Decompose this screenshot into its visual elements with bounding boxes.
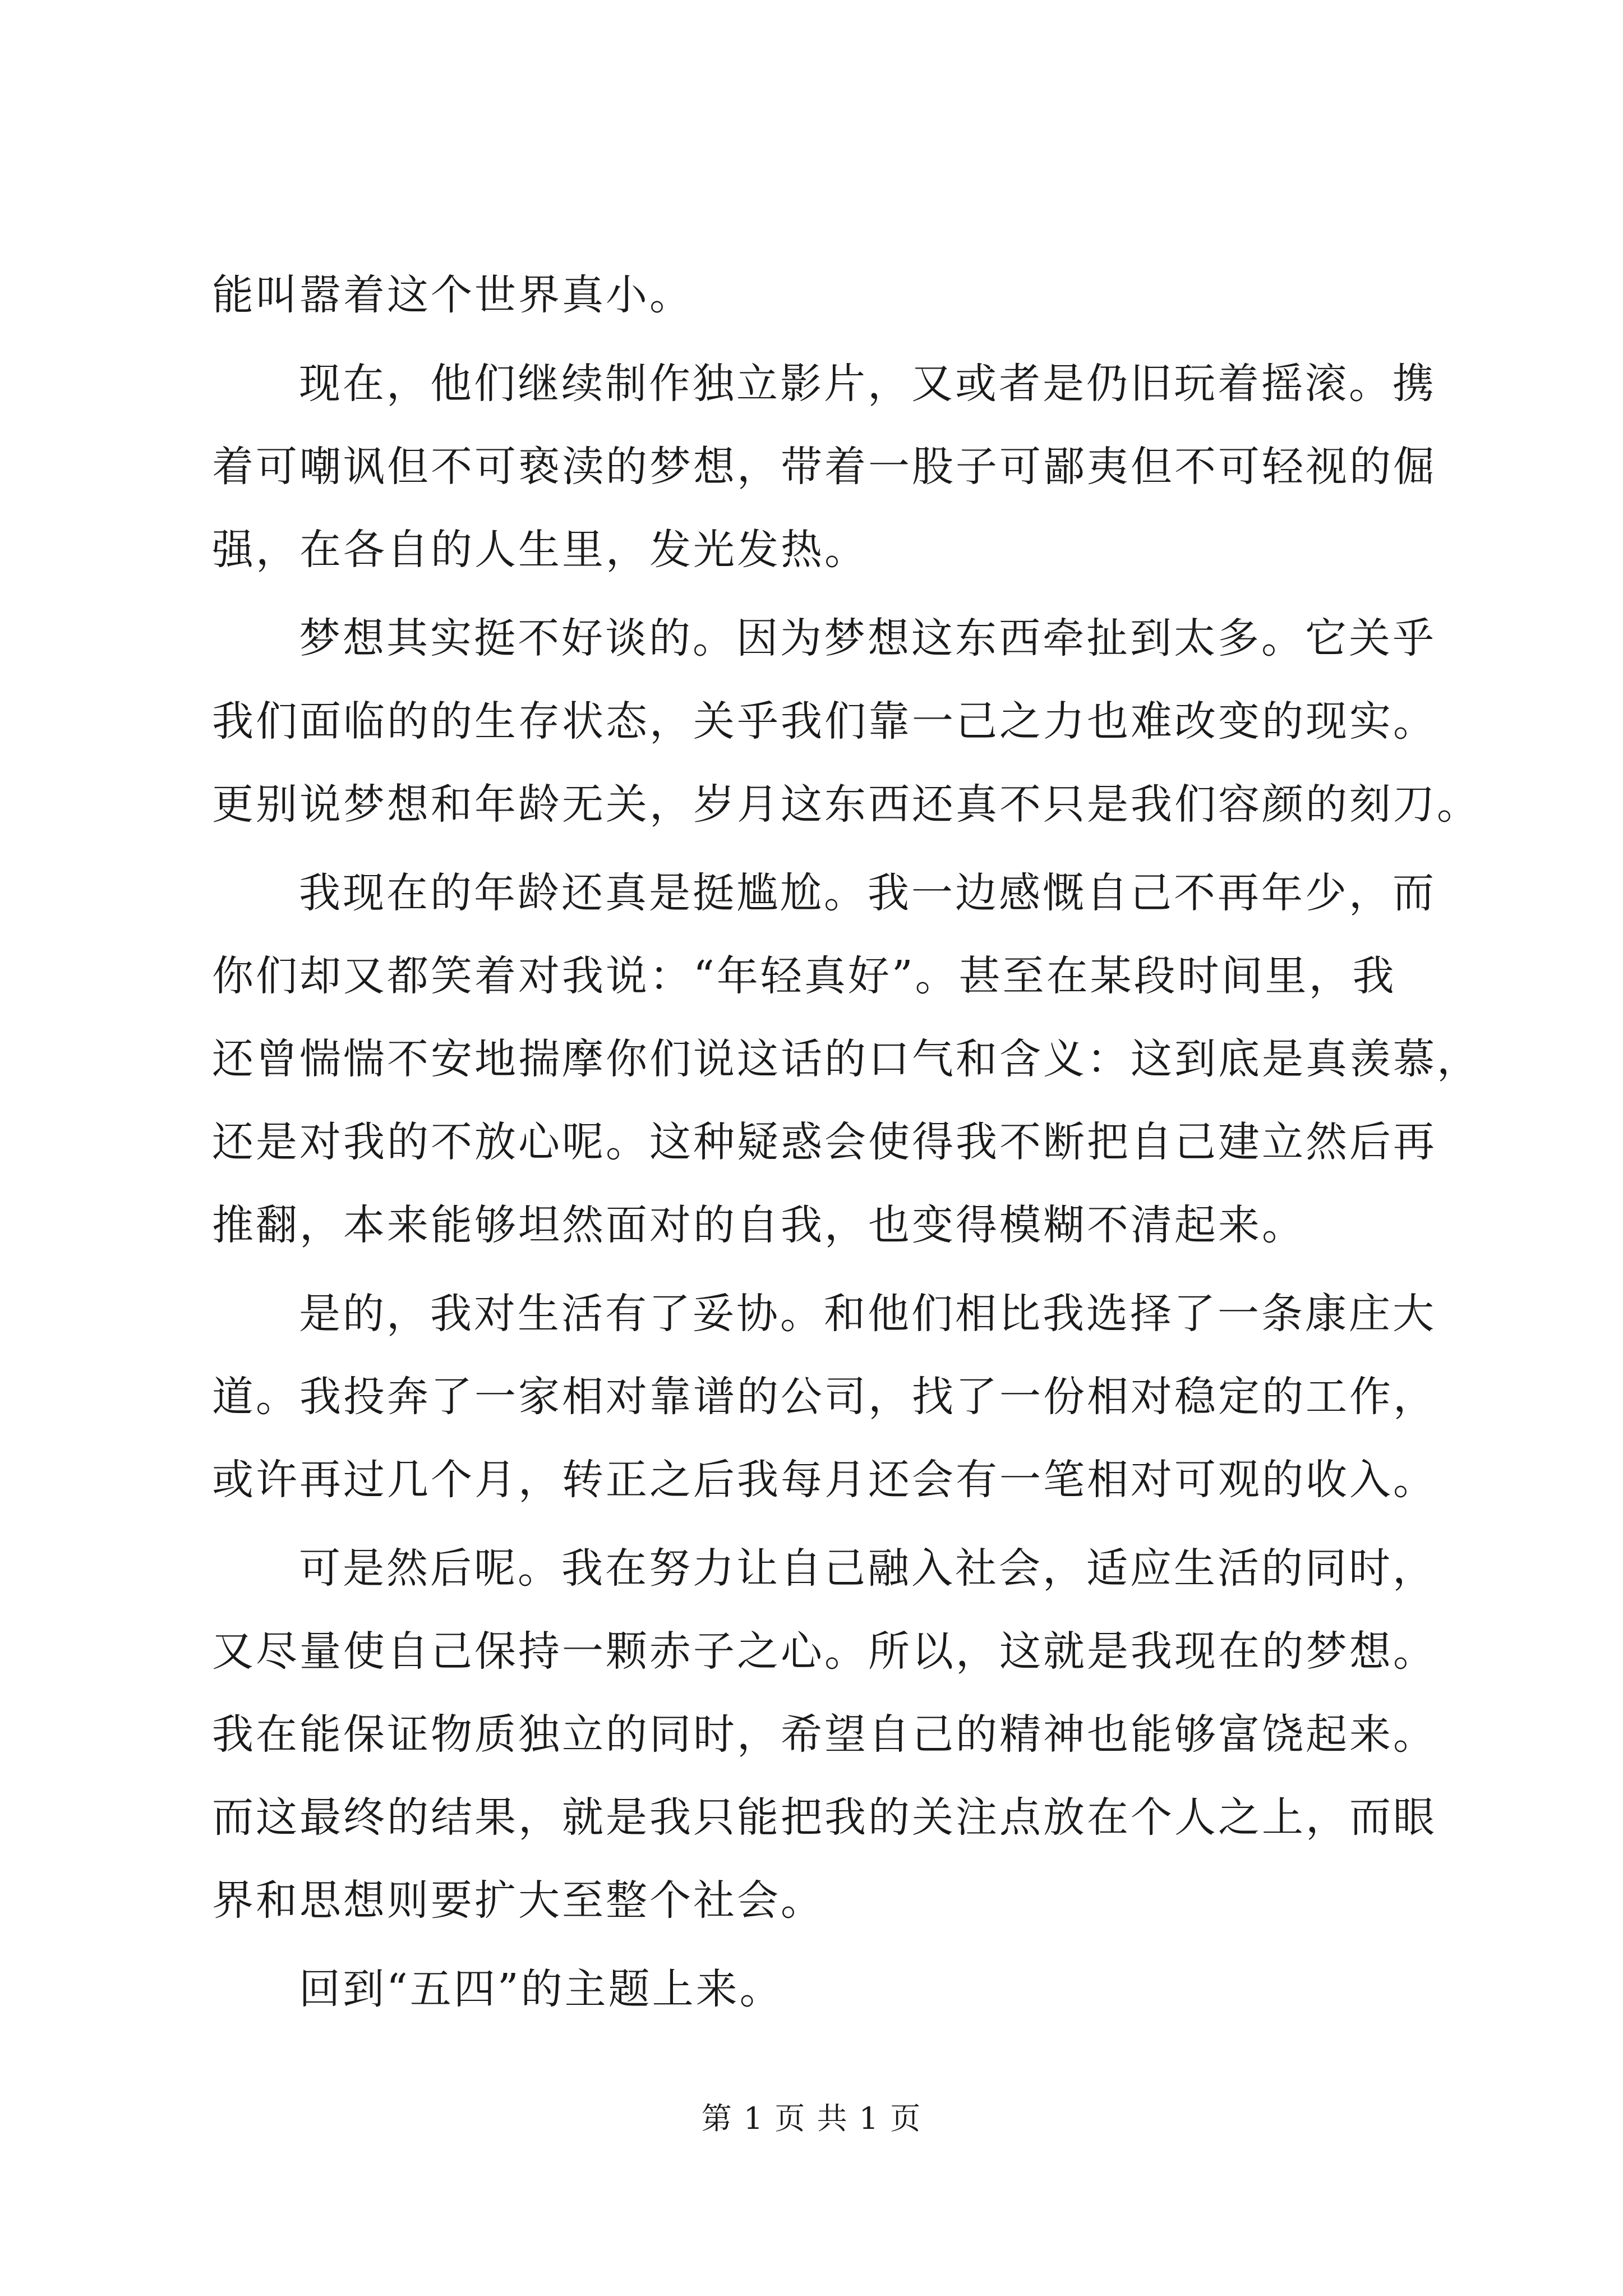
paragraph-first-line: 梦想其实挺不好谈的。因为梦想这东西牵扯到太多。它关乎 <box>299 614 1436 662</box>
text-line: 或许再过几个月，转正之后我每月还会有一笔相对可观的收入。 <box>212 1456 1437 1504</box>
paragraph-first-line: 现在，他们继续制作独立影片，又或者是仍旧玩着摇滚。携 <box>299 360 1436 408</box>
body-text <box>212 254 1481 2031</box>
text-line: 我们面临的的生存状态，关乎我们靠一己之力也难改变的现实。 <box>212 697 1437 746</box>
text-line: 道。我投奔了一家相对靠谱的公司，找了一份相对稳定的工作， <box>212 1373 1437 1421</box>
page-footer <box>0 2099 1623 2138</box>
text-line: 强，在各自的人生里，发光发热。 <box>212 526 868 574</box>
text-line: 界和思想则要扩大至整个社会。 <box>212 1876 824 1925</box>
text-line: 我在能保证物质独立的同时，希望自己的精神也能够富饶起来。 <box>212 1710 1437 1759</box>
paragraph-first-line: 我现在的年龄还真是挺尴尬。我一边感慨自己不再年少，而 <box>299 869 1436 917</box>
text-line: 能叫嚣着这个世界真小。 <box>212 271 693 319</box>
text-line: 你们却又都笑着对我说：“年轻真好”。甚至在某段时间里，我 <box>212 952 1396 1000</box>
text-line: 着可嘲讽但不可亵渎的梦想，带着一股子可鄙夷但不可轻视的倔 <box>212 443 1437 491</box>
text-line: 推翻，本来能够坦然面对的自我，也变得模糊不清起来。 <box>212 1201 1306 1249</box>
page-number-label: 第 1 页 共 1 页 <box>701 2101 922 2136</box>
text-line: 又尽量使自己保持一颗赤子之心。所以，这就是我现在的梦想。 <box>212 1627 1437 1676</box>
text-line: 还曾惴惴不安地揣摩你们说这话的口气和含义：这到底是真羡慕， <box>212 1035 1481 1083</box>
paragraph-first-line: 是的，我对生活有了妥协。和他们相比我选择了一条康庄大 <box>299 1290 1436 1338</box>
paragraph-first-line: 可是然后呢。我在努力让自己融入社会，适应生活的同时， <box>299 1544 1436 1593</box>
paragraph-first-line: 回到“五四”的主题上来。 <box>299 1965 783 2013</box>
text-line: 而这最终的结果，就是我只能把我的关注点放在个人之上，而眼 <box>212 1793 1437 1842</box>
text-line: 还是对我的不放心呢。这种疑惑会使得我不断把自己建立然后再 <box>212 1118 1437 1166</box>
text-line: 更别说梦想和年龄无关，岁月这东西还真不只是我们容颜的刻刀。 <box>212 780 1481 829</box>
